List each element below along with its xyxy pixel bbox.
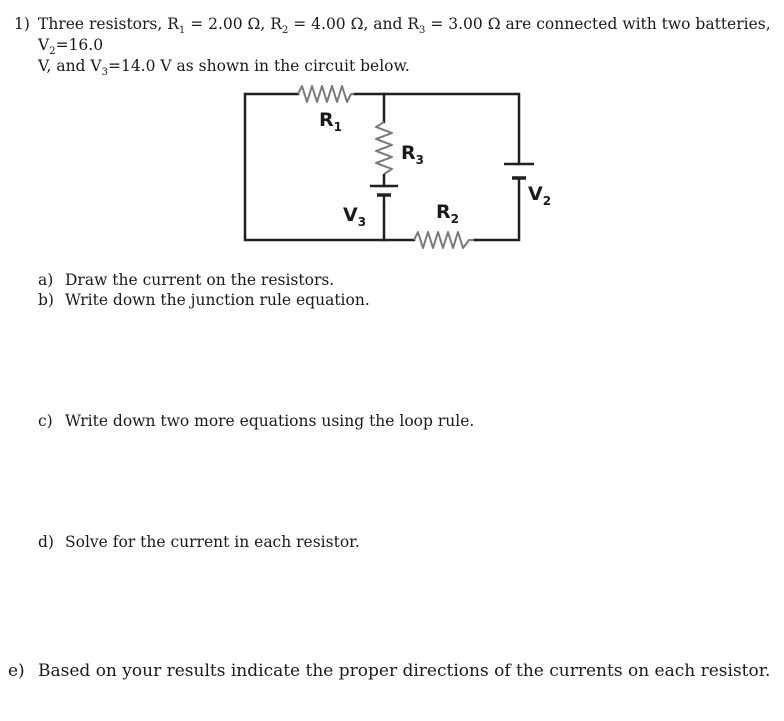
- question-text: [38, 14, 784, 77]
- part-letter: e): [8, 661, 25, 681]
- part-text: Based on your results indicate the proper directions of the currents on each resistor.: [38, 661, 771, 681]
- part-b: [38, 290, 370, 311]
- label-r2: $R_2$: [436, 201, 459, 226]
- part-text: Write down two more equations using the loop rule.: [65, 412, 475, 430]
- part-c: [38, 411, 474, 432]
- part-text: Solve for the current in each resistor.: [65, 533, 360, 551]
- part-letter: d): [38, 533, 54, 551]
- battery-v2: [504, 164, 534, 178]
- part-letter: b): [38, 291, 54, 309]
- circuit-diagram: [236, 76, 552, 266]
- label-r1: $R_1$: [319, 109, 342, 134]
- part-a: [38, 270, 334, 291]
- question-number: 1): [14, 15, 30, 33]
- part-letter: c): [38, 412, 53, 430]
- part-text: Write down the junction rule equation.: [65, 291, 370, 309]
- question-line-1: Three resistors, $R_1 = 2.00$ Ω, $R_2 = 4.00$ Ω, and $R_3 = 3.00$ Ω are connected with two batteries, $V_2=16.0$: [38, 15, 771, 58]
- label-v3: $V_3$: [343, 204, 367, 229]
- wire-right-bottom: [474, 178, 519, 240]
- part-text: Draw the current on the resistors.: [65, 271, 335, 289]
- resistor-r3: [376, 122, 392, 174]
- resistor-r2: [414, 232, 474, 248]
- part-d: [38, 532, 360, 553]
- battery-v3: [370, 174, 398, 208]
- resistor-r1: [298, 86, 354, 102]
- part-e: [8, 661, 770, 682]
- question-line-2: V, and $V_3=14.0$ V as shown in the circuit below.: [38, 57, 410, 79]
- label-v2: $V_2$: [528, 183, 552, 208]
- label-r3: $R_3$: [401, 142, 424, 167]
- part-letter: a): [38, 271, 54, 289]
- question-stem: [14, 14, 784, 77]
